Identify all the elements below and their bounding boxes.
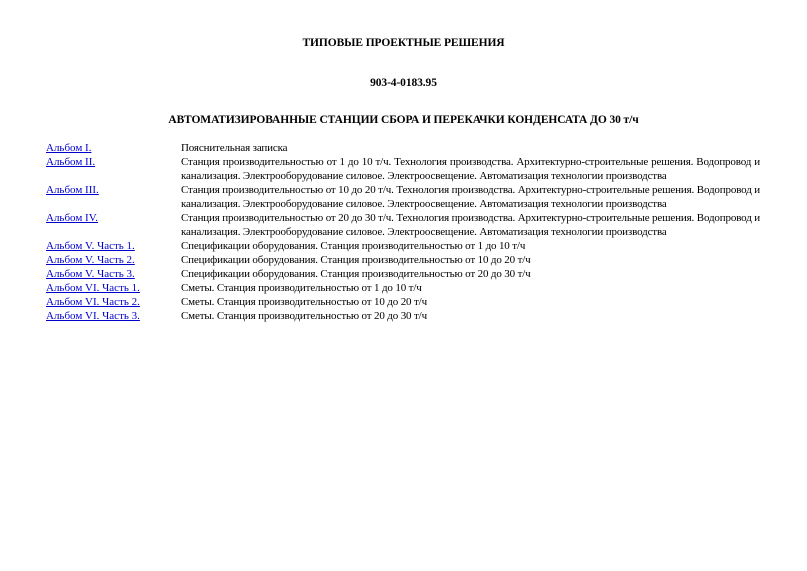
album-description: Станция производительностью от 10 до 20 т/ч. Технология производства. Архитектурно-строительные решения. Водопровод и канализация. Электрооборудование силовое. Электроосвещение. Автоматизация технологии производства — [181, 184, 760, 210]
album-link-6-2[interactable]: Альбом VI. Часть 2. — [46, 296, 140, 308]
document-subject: АВТОМАТИЗИРОВАННЫЕ СТАНЦИИ СБОРА И ПЕРЕКАЧКИ КОНДЕНСАТА ДО 30 т/ч — [168, 114, 639, 126]
album-link-6-1[interactable]: Альбом VI. Часть 1. — [46, 282, 140, 294]
album-link-5-3[interactable]: Альбом V. Часть 3. — [46, 268, 135, 280]
album-row — [46, 309, 760, 323]
album-row — [46, 295, 760, 309]
document-code: 903-4-0183.95 — [370, 77, 437, 89]
album-description: Сметы. Станция производительностью от 20 до 30 т/ч — [181, 310, 427, 322]
album-link-3[interactable]: Альбом III. — [46, 184, 99, 196]
album-link-1[interactable]: Альбом I. — [46, 142, 92, 154]
album-description: Спецификации оборудования. Станция производительностью от 20 до 30 т/ч — [181, 268, 531, 280]
album-description: Спецификации оборудования. Станция производительностью от 10 до 20 т/ч — [181, 254, 531, 266]
album-row — [46, 183, 760, 211]
album-link-5-1[interactable]: Альбом V. Часть 1. — [46, 240, 135, 252]
album-description: Сметы. Станция производительностью от 10 до 20 т/ч — [181, 296, 427, 308]
album-row — [46, 253, 760, 267]
album-description: Станция производительностью от 1 до 10 т/ч. Технология производства. Архитектурно-строительные решения. Водопровод и канализация. Электрооборудование силовое. Электроосвещение. Автоматизация технологии производства — [181, 156, 760, 182]
album-link-6-3[interactable]: Альбом VI. Часть 3. — [46, 310, 140, 322]
series-title: ТИПОВЫЕ ПРОЕКТНЫЕ РЕШЕНИЯ — [302, 37, 505, 49]
album-description: Спецификации оборудования. Станция производительностью от 1 до 10 т/ч — [181, 240, 526, 252]
album-row — [46, 141, 760, 155]
album-description: Станция производительностью от 20 до 30 т/ч. Технология производства. Архитектурно-строительные решения. Водопровод и канализация. Электрооборудование силовое. Электроосвещение. Автоматизация технологии производства — [181, 212, 760, 238]
album-row — [46, 281, 760, 295]
album-row — [46, 211, 760, 239]
album-list — [46, 141, 760, 323]
album-link-2[interactable]: Альбом II. — [46, 156, 96, 168]
album-row — [46, 239, 760, 253]
album-link-4[interactable]: Альбом IV. — [46, 212, 98, 224]
album-row — [46, 155, 760, 183]
album-description: Пояснительная записка — [181, 142, 288, 154]
album-row — [46, 267, 760, 281]
album-link-5-2[interactable]: Альбом V. Часть 2. — [46, 254, 135, 266]
album-description: Сметы. Станция производительностью от 1 до 10 т/ч — [181, 282, 422, 294]
